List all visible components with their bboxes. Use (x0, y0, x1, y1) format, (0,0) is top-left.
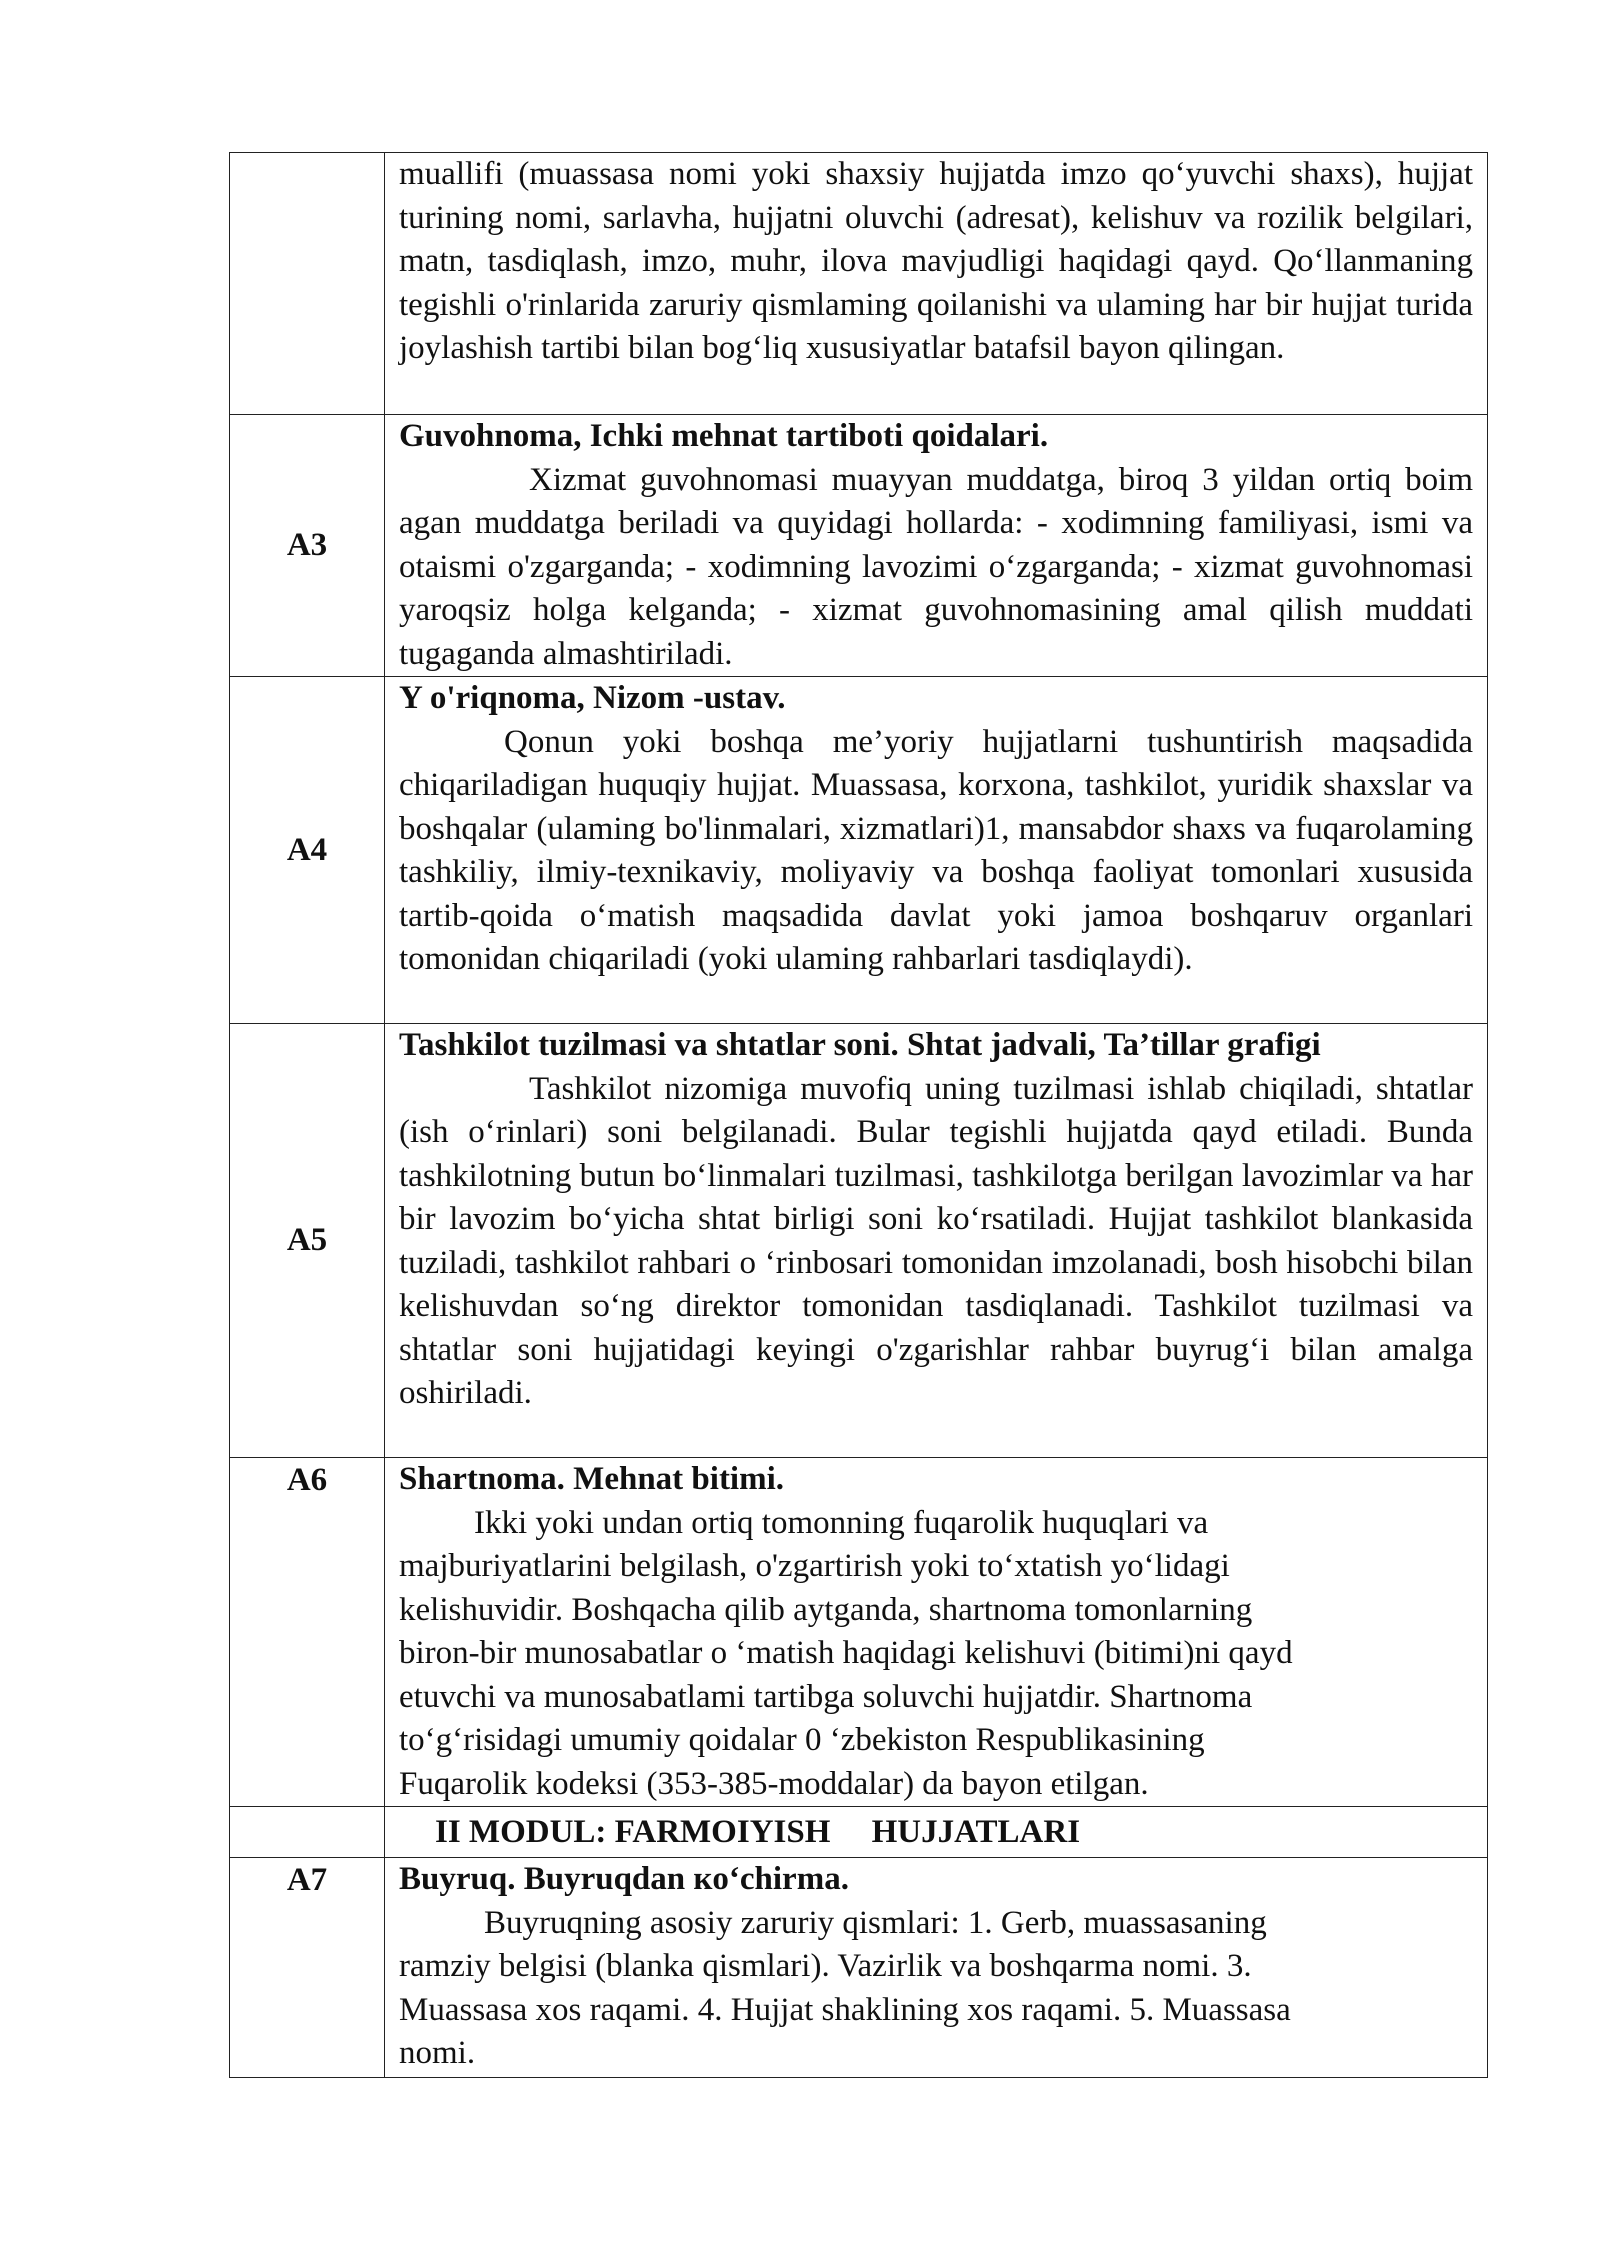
row-text-line: majburiyatlarini belgilash, o'zgartirish yoki to‘xtatish yo‘lidagi (399, 1548, 1230, 1584)
row-code (230, 153, 385, 415)
row-content (385, 677, 1488, 1024)
row-text-line: kelishuvidir. Boshqacha qilib aytganda, shartnoma tomonlarning (399, 1591, 1253, 1628)
row-heading: Buyruq. Buyruqdan кo‘chirma. (399, 1861, 849, 1897)
row-heading: Tashkilot tuzilmasi va shtatlar soni. Shtat jadvali, Ta’tillar grafigi (399, 1027, 1321, 1063)
row-heading: Guvohnoma, Ichki mehnat tartiboti qoidalari. (399, 418, 1049, 454)
row-code: A6 (230, 1458, 385, 1807)
row-text: Xizmat guvohnomasi muayyan muddatga, biroq 3 yildan ortiq boim agan muddatga beriladi va quyidagi hollarda: - xodimning familiyasi, ismi va otaismi o'zgarganda; - xodimning lavozimi o‘zgarganda; - xizmat guvohnomasi yaroqsiz holga kelganda; - xizmat guvohnomasining amal qilish muddati tugaganda almashtiriladi. (399, 461, 1473, 672)
document-table (229, 152, 1488, 2078)
row-text: Qonun yoki boshqa me’yoriy hujjatlarni tushuntirish maqsadida chiqariladigan huquqiy hujjat. Muassasa, korxona, tashkilot, yuridik shaxslar va boshqalar (ulaming bo'linmalari, xizmatlari)1, mansabdor shaxs va fuqarolaming tashkiliy, ilmiy-texnikaviy, moliyaviy va boshqa faoliyat tomonlari xususida tartib-qoida o‘matish maqsadida davlat yoki jamoa boshqaruv organlari tomonidan chiqariladi (yoki ulaming rahbarlari tasdiqlaydi). (399, 723, 1473, 977)
table-row (230, 415, 1488, 677)
row-content (385, 1024, 1488, 1458)
row-content (385, 415, 1488, 677)
row-code: A3 (230, 415, 385, 677)
row-content (385, 1458, 1488, 1807)
row-heading: Y o'riqnoma, Nizom -ustav. (399, 680, 786, 716)
row-text-line: Ikki yoki undan ortiq tomonning fuqarolik huquqlari va (474, 1504, 1209, 1541)
table-row (230, 1024, 1488, 1458)
row-content (385, 1858, 1488, 2078)
row-text-line: etuvchi va munosabatlami tartibga soluvchi hujjatdir. Shartnoma (399, 1678, 1253, 1715)
table-row (230, 677, 1488, 1024)
module-row (230, 1807, 1488, 1858)
table-row (230, 153, 1488, 415)
row-text-line: biron-bir munosabatlar o ‘matish haqidagi kelishuvi (bitimi)ni qayd (399, 1635, 1293, 1671)
row-text-line: to‘g‘risidagi umumiy qoidalar 0 ‘zbekiston Respublikasining (399, 1722, 1205, 1758)
row-text-line: nomi. (399, 2035, 476, 2071)
row-code: A7 (230, 1858, 385, 2078)
row-text-line: Fuqarolik kodeksi (353-385-moddalar) da bayon etilgan. (399, 1765, 1149, 1802)
row-text: Tashkilot nizomiga muvofiq uning tuzilmasi ishlab chiqiladi, shtatlar (ish o‘rinlari) soni belgilanadi. Bular tegishli hujjatda qayd etiladi. Bunda tashkilotning butun bo‘linmalari tuzilmasi, tashkilotga berilgan lavozimlar va har bir lavozim bo‘yicha shtat birligi soni ko‘rsatiladi. Hujjat tashkilot blankasida tuziladi, tashkilot rahbari o ‘rinbosari tomonidan imzolanadi, bosh hisobchi bilan kelishuvdan so‘ng direktor tomonidan tasdiqlanadi. Tashkilot tuzilmasi va shtatlar soni hujjatidagi keyingi o'zgarishlar rahbar buyrug‘i bilan amalga oshiriladi. (399, 1070, 1473, 1411)
row-text: muallifi (muassasa nomi yoki shaxsiy hujjatda imzo qo‘yuvchi shaxs), hujjat turining nomi, sarlavha, hujjatni oluvchi (adresat), kelishuv va rozilik belgilari, matn, tasdiqlash, imzo, muhr, ilova mavjudligi haqidagi qayd. Qo‘llanmaning tegishli o'rinlarida zaruriy qismlaming qoilanishi va ulaming har bir hujjat turida joylashish tartibi bilan bog‘liq xususiyatlar batafsil bayon qilingan. (399, 156, 1473, 366)
row-text-line: Buyruqning asosiy zaruriy qismlari: 1. Gerb, muassasaning (484, 1904, 1267, 1941)
row-code (230, 1807, 385, 1858)
row-heading: Shartnoma. Mehnat bitimi. (399, 1461, 785, 1497)
row-code: A5 (230, 1024, 385, 1458)
row-text-line: ramziy belgisi (blanka qismlari). Vazirlik va boshqarma nomi. 3. (399, 1948, 1252, 1984)
module-heading: II MODUL: FARMOIYISH HUJJATLARI (385, 1807, 1488, 1858)
row-content (385, 153, 1488, 415)
row-text-line: Muassasa xos raqami. 4. Hujjat shaklining xos raqami. 5. Muassasa (399, 1991, 1291, 2028)
row-code: A4 (230, 677, 385, 1024)
table-row (230, 1458, 1488, 1807)
table-row (230, 1858, 1488, 2078)
